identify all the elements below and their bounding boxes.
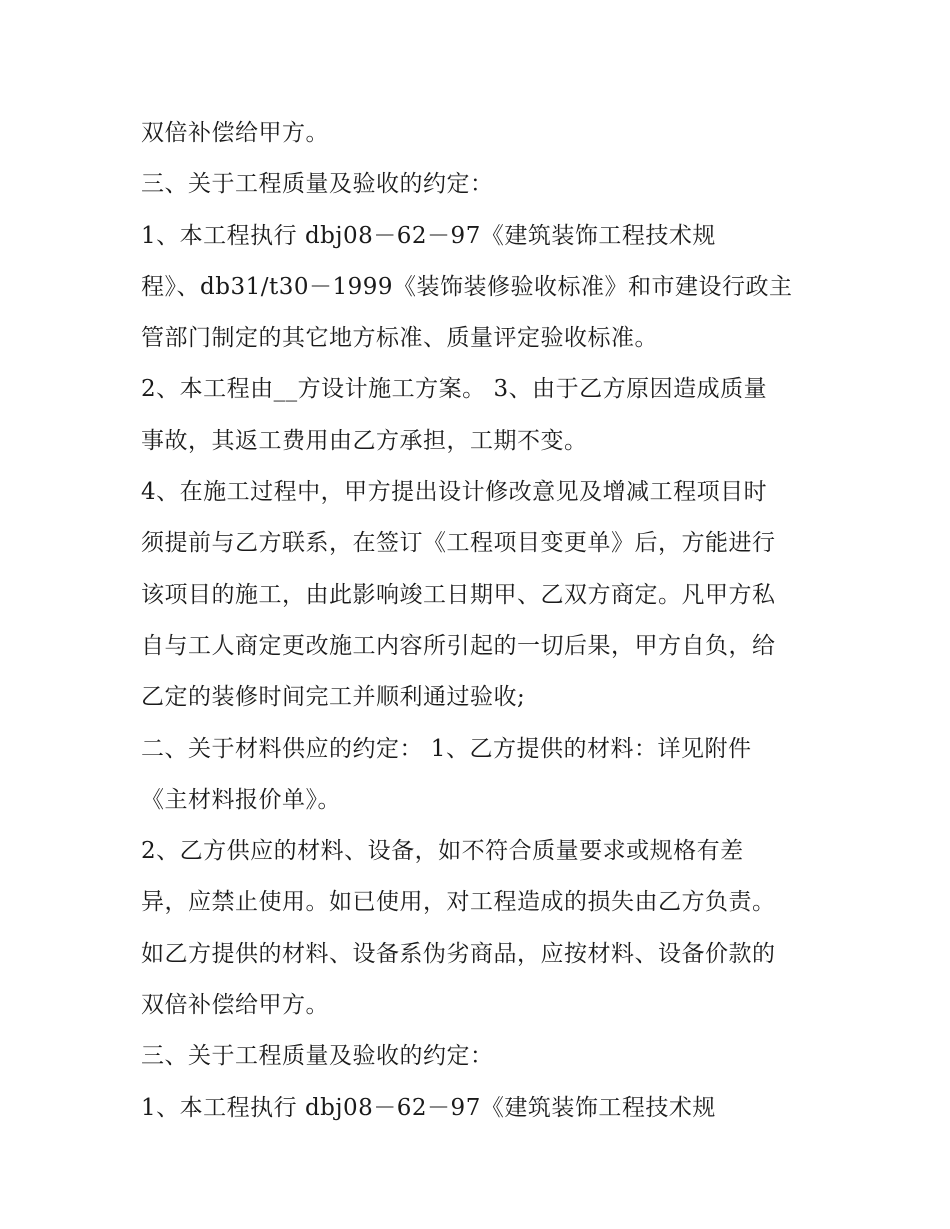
text-line: 《主材料报价单》。 xyxy=(141,786,341,813)
text-line: 三、关于工程质量及验收的约定： xyxy=(141,1043,494,1070)
text-line: 二、关于材料供应的约定： 1、乙方提供的材料：详见附件 xyxy=(141,735,752,762)
text-line: 如乙方提供的材料、设备系伪劣商品，应按材料、设备价款的 xyxy=(141,940,776,967)
text-line: 该项目的施工，由此影响竣工日期甲、乙双方商定。凡甲方私 xyxy=(141,581,776,608)
text-line: 须提前与乙方联系，在签订《工程项目变更单》后，方能进行 xyxy=(141,530,776,557)
text-line: 乙定的装修时间完工并顺利通过验收; xyxy=(141,684,526,711)
text-line: 自与工人商定更改施工内容所引起的一切后果，甲方自负，给 xyxy=(141,632,776,659)
text-line: 4、在施工过程中，甲方提出设计修改意见及增减工程项目时 xyxy=(141,479,768,506)
text-line: 2、乙方供应的材料、设备，如不符合质量要求或规格有差 xyxy=(141,838,744,865)
text-line: 双倍补偿给甲方。 xyxy=(141,120,329,146)
document-body xyxy=(141,108,831,1134)
text-line: 管部门制定的其它地方标准、质量评定验收标准。 xyxy=(141,325,658,352)
text-line: 1、本工程执行 dbj08－62－97《建筑装饰工程技术规 xyxy=(141,1094,716,1121)
text-line: 双倍补偿给甲方。 xyxy=(141,992,329,1019)
text-line: 1、本工程执行 dbj08－62－97《建筑装饰工程技术规 xyxy=(141,222,716,249)
text-line: 2、本工程由__方设计施工方案。 3、由于乙方原因造成质量 xyxy=(141,376,768,403)
text-line: 异，应禁止使用。如已使用，对工程造成的损失由乙方负责。 xyxy=(141,889,776,916)
text-line: 三、关于工程质量及验收的约定： xyxy=(141,171,494,198)
text-line: 事故，其返工费用由乙方承担，工期不变。 xyxy=(141,427,588,454)
text-line: 程》、db31/t30－1999《装饰装修验收标准》和市建设行政主 xyxy=(141,273,793,300)
